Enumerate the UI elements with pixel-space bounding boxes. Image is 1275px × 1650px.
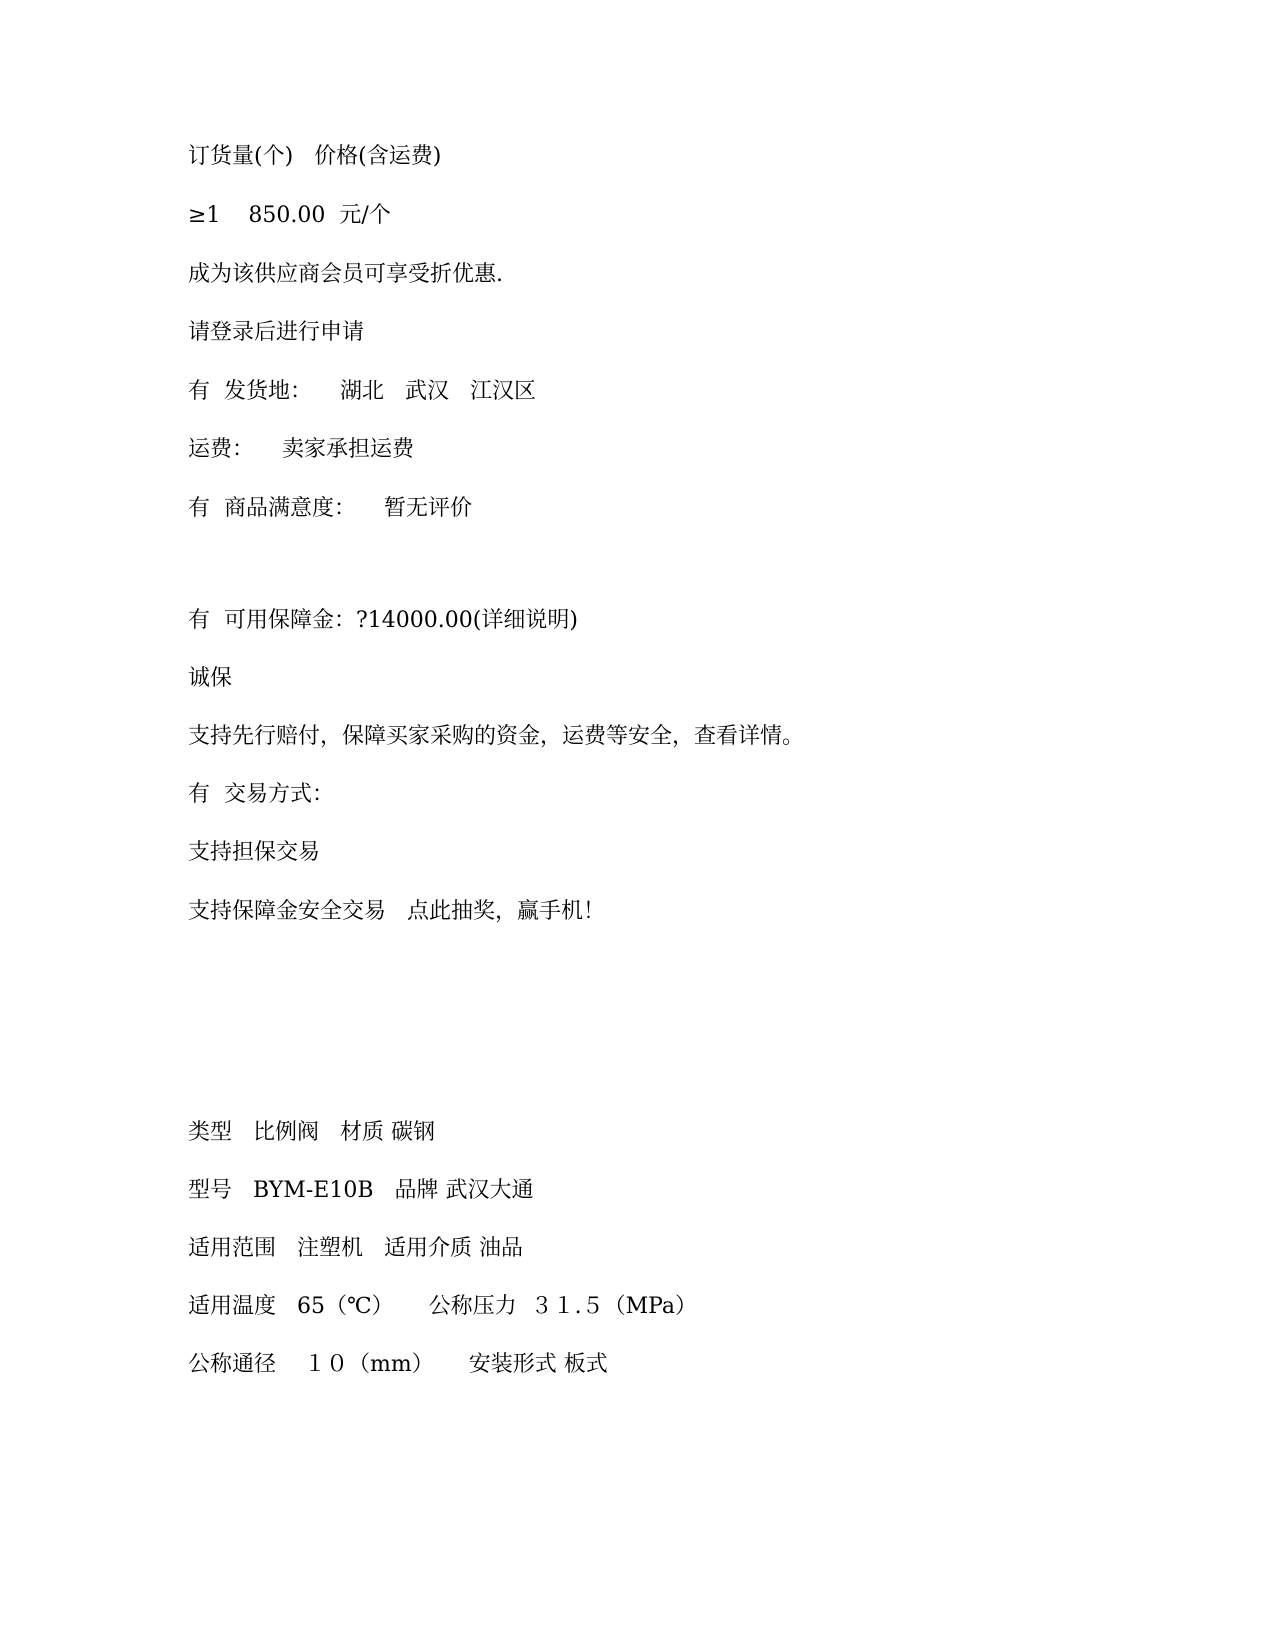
- spec-key: 适用范围: [188, 1236, 277, 1261]
- spec-row: [188, 1234, 523, 1264]
- spec-key: 适用温度: [188, 1294, 277, 1319]
- price-unit: 元/个: [339, 203, 391, 228]
- satisfaction-label: 商品满意度：: [224, 496, 357, 521]
- shipping-row: [188, 377, 536, 407]
- member-notice: 成为该供应商会员可享受折优惠.: [188, 262, 503, 287]
- freight-value: 卖家承担运费: [282, 437, 415, 462]
- spec-key: 适用介质: [384, 1236, 473, 1261]
- spec-value: BYM-E10B: [253, 1178, 374, 1203]
- shipping-marker: 有: [188, 379, 211, 404]
- spec-key: 品牌: [394, 1178, 439, 1203]
- quantity-label: 订货量(个): [188, 144, 294, 169]
- satisfaction-marker: 有: [188, 496, 211, 521]
- spec-value: 武汉大通: [445, 1178, 534, 1203]
- deposit-text: 可用保障金：?14000.00(详细说明): [224, 608, 578, 633]
- deposit-trade-row: [188, 897, 605, 927]
- price-label: 价格(含运费): [314, 144, 442, 169]
- spec-key: 类型: [188, 1120, 233, 1145]
- freight-label: 运费：: [188, 437, 255, 462]
- spec-key: 材质: [340, 1120, 385, 1145]
- spec-row: [188, 1176, 534, 1206]
- shipping-district: 江汉区: [470, 379, 537, 404]
- spec-value: 碳钢: [391, 1120, 436, 1145]
- deposit-row: [188, 606, 578, 636]
- lottery-link[interactable]: 点此抽奖，赢手机！: [407, 899, 606, 924]
- guarantee-text: 支持先行赔付，保障买家采购的资金，运费等安全，查看详情。: [188, 724, 805, 749]
- quantity-value: ≥1: [188, 203, 221, 228]
- spec-value: 比例阀: [253, 1120, 320, 1145]
- spec-row: [188, 1350, 608, 1380]
- login-notice: 请登录后进行申请: [188, 320, 365, 345]
- shipping-label: 发货地：: [224, 379, 313, 404]
- trade-method-row: [188, 780, 334, 810]
- price-row: [188, 201, 391, 231]
- spec-value: 油品: [479, 1236, 524, 1261]
- satisfaction-row: [188, 494, 472, 524]
- spec-value: 板式: [563, 1352, 608, 1377]
- trade-method-marker: 有: [188, 782, 211, 807]
- spec-value: 65（℃）: [297, 1294, 394, 1319]
- shipping-city: 武汉: [405, 379, 450, 404]
- spec-key: 公称压力: [428, 1294, 517, 1319]
- deposit-trade-text: 支持保障金安全交易: [188, 899, 387, 924]
- shipping-province: 湖北: [340, 379, 385, 404]
- deposit-marker: 有: [188, 608, 211, 633]
- freight-row: [188, 435, 414, 465]
- price-value: 850.00: [248, 203, 326, 228]
- escrow-text: 支持担保交易: [188, 840, 321, 865]
- spec-value: 注塑机: [297, 1236, 364, 1261]
- trade-method-label: 交易方式：: [224, 782, 335, 807]
- spec-row: [188, 1292, 697, 1322]
- satisfaction-value: 暂无评价: [384, 496, 473, 521]
- integrity-label: 诚保: [188, 666, 233, 691]
- spec-value: １０（mm）: [304, 1352, 434, 1377]
- spec-row: [188, 1118, 435, 1148]
- spec-key: 型号: [188, 1178, 233, 1203]
- spec-value: ３１.５（MPa）: [530, 1294, 698, 1319]
- spec-key: 安装形式: [468, 1352, 557, 1377]
- order-header-row: [188, 142, 441, 172]
- spec-key: 公称通径: [188, 1352, 277, 1377]
